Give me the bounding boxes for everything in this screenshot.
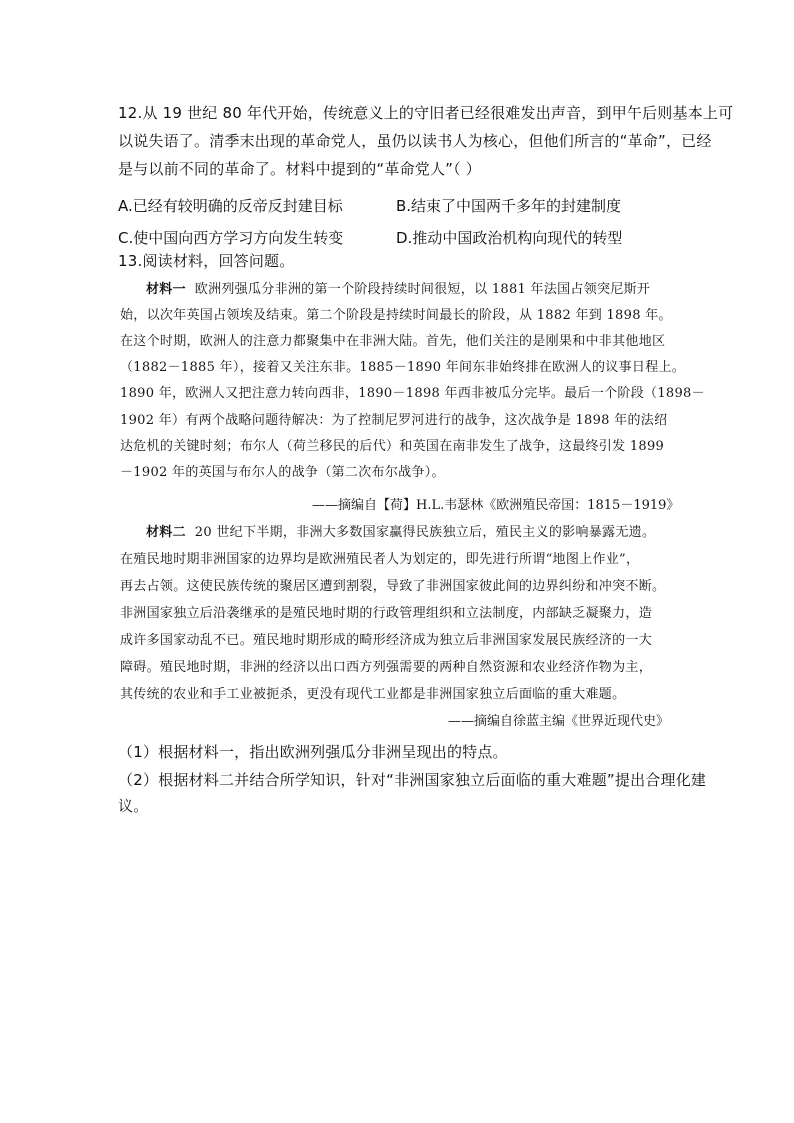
q12-option-b: B.结束了中国两千多年的封建制度 xyxy=(396,197,622,215)
material-1-line-5: 1890 年，欧洲人又把注意力转向西非，1890－1898 年西非被瓜分完毕。最后一个阶段（1898－ xyxy=(120,386,705,401)
material-2-line-1: 材料二 20 世纪下半期，非洲大多数国家赢得民族独立后，殖民主义的影响暴露无遗。 xyxy=(146,525,656,540)
material-2-line-7: 其传统的农业和手工业被扼杀，更没有现代工业都是非洲国家独立后面临的重大难题。 xyxy=(120,687,626,702)
q13-subquestion-2-line-2: 议。 xyxy=(118,797,149,815)
q12-option-c: C.使中国向西方学习方向发生转变 xyxy=(118,229,344,247)
q12-stem-line-2: 以说失语了。清季末出现的革命党人，虽仍以读书人为核心，但他们所言的“革命”，已经 xyxy=(118,132,712,150)
material-2-line-2: 在殖民地时期非洲国家的边界均是欧洲殖民者人为划定的，即先进行所谓“地图上作业”， xyxy=(120,552,640,567)
material-1-source: ——摘编自【荷】H.L.韦瑟林《欧洲殖民帝国：1815－1919》 xyxy=(312,498,680,513)
q12-stem-line-1: 12.从 19 世纪 80 年代开始，传统意义上的守旧者已经很难发出声音，到甲午后则基本上可 xyxy=(118,104,734,122)
q13-subquestion-1: （1）根据材料一，指出欧洲列强瓜分非洲呈现出的特点。 xyxy=(118,743,508,761)
material-1-line-4: （1882－1885 年），接着又关注东非。1885－1890 年间东非始终排在欧洲人的议事日程上。 xyxy=(120,360,686,375)
material-1-line-8: －1902 年的英国与布尔人的战争（第二次布尔战争）。 xyxy=(120,465,445,480)
material-1-line-1: 材料一 欧洲列强瓜分非洲的第一个阶段持续时间很短，以 1881 年法国占领突尼斯开 xyxy=(146,282,651,297)
material-1-label: 材料一 xyxy=(146,282,186,297)
material-1-line-6: 1902 年）有两个战略问题待解决：为了控制尼罗河进行的战争，这次战争是 1898 年的法绍 xyxy=(120,413,668,428)
q13-heading: 13.阅读材料，回答问题。 xyxy=(118,252,295,270)
material-2-line-4: 非洲国家独立后沿袭继承的是殖民地时期的行政管理组织和立法制度，内部缺乏凝聚力，造 xyxy=(120,606,653,621)
material-2-source: ——摘编自徐蓝主编《世界近现代史》 xyxy=(448,714,670,729)
material-2-line-3: 再去占领。这使民族传统的聚居区遭到割裂，导致了非洲国家彼此间的边界纠纷和冲突不断。 xyxy=(120,579,666,594)
material-1-line-3: 在这个时期，欧洲人的注意力都聚集中在非洲大陆。首先，他们关注的是刚果和中非其他地区 xyxy=(120,334,666,349)
q13-subquestion-2-line-1: （2）根据材料二并结合所学知识，针对“非洲国家独立后面临的重大难题”提出合理化建 xyxy=(118,771,707,789)
material-2-line-5: 成许多国家动乱不已。殖民地时期形成的畸形经济成为独立后非洲国家发展民族经济的一大 xyxy=(120,633,653,648)
material-2-label: 材料二 xyxy=(146,525,186,540)
q12-stem-line-3: 是与以前不同的革命了。材料中提到的“革命党人”（ ） xyxy=(118,160,482,178)
q12-option-d: D.推动中国政治机构向现代的转型 xyxy=(396,229,623,247)
material-1-line-7: 达危机的关键时刻；布尔人（荷兰移民的后代）和英国在南非发生了战争，这最终引发 1899 xyxy=(120,439,665,454)
material-2-line-6: 障碍。殖民地时期，非洲的经济以出口西方列强需要的两种自然资源和农业经济作物为主， xyxy=(120,660,653,675)
material-1-line-2: 始，以次年英国占领埃及结束。第二个阶段是持续时间最长的阶段，从 1882 年到 1898 年。 xyxy=(120,308,672,323)
q12-option-a: A.已经有较明确的反帝反封建目标 xyxy=(118,197,343,215)
